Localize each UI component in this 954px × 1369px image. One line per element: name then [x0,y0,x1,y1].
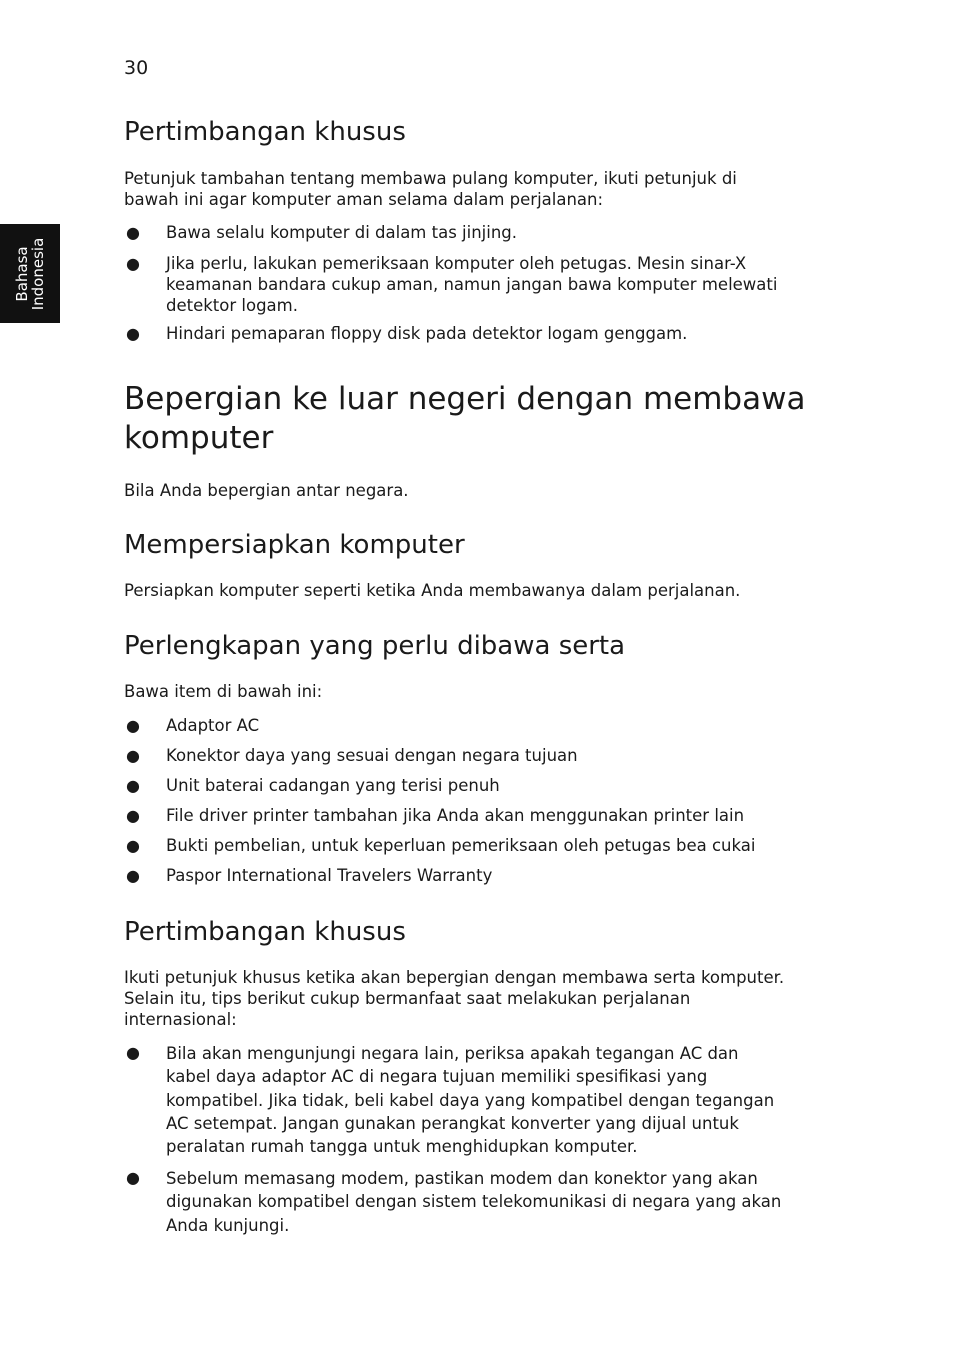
bullet-icon: ● [126,223,140,242]
language-tab-line1: Bahasa [13,246,31,302]
section-heading-special-considerations-2: Pertimbangan khusus [124,917,406,947]
section1-intro-line2: bawah ini agar komputer aman selama dalam perjalanan: [124,190,604,209]
list-item-line: peralatan rumah tangga untuk menghidupkan komputer. [166,1137,638,1157]
list-item-line: kompatibel. Jika tidak, beli kabel daya yang kompatibel dengan tegangan [166,1090,775,1110]
list-item-line: digunakan kompatibel dengan sistem telekomunikasi di negara yang akan [166,1192,782,1212]
section1-intro [124,168,814,210]
bullet-icon: ● [126,254,140,273]
section4-intro-line: internasional: [124,1010,237,1029]
list-item-text: Hindari pemaparan floppy disk pada detektor logam genggam. [166,324,688,343]
bullet-icon: ● [126,836,140,855]
section4-intro-line: Selain itu, tips berikut cukup bermanfaat saat melakukan perjalanan [124,989,691,1008]
bullet-icon: ● [126,716,140,735]
list-item-text [166,253,811,316]
list-item-line: kabel daya adaptor AC di negara tujuan memiliki spesifikasi yang [166,1067,708,1087]
section-heading-special-considerations-1: Pertimbangan khusus [124,117,406,147]
list-item-line: AC setempat. Jangan gunakan perangkat konverter yang dijual untuk [166,1113,739,1133]
list-item-text: Bukti pembelian, untuk keperluan pemeriksaan oleh petugas bea cukai [166,836,756,855]
section3-intro: Bawa item di bawah ini: [124,682,323,701]
section1-intro-line1: Petunjuk tambahan tentang membawa pulang komputer, ikuti petunjuk di [124,169,737,188]
bullet-icon: ● [126,806,140,825]
chapter-title-line2: komputer [124,420,274,456]
list-item-line: detektor logam. [166,296,298,315]
list-item-text: Paspor International Travelers Warranty [166,866,493,885]
language-tab-label [14,238,46,311]
chapter-title-line1: Bepergian ke luar negeri dengan membawa [124,381,806,417]
chapter-intro: Bila Anda bepergian antar negara. [124,481,409,500]
section2-text: Persiapkan komputer seperti ketika Anda membawanya dalam perjalanan. [124,581,741,600]
chapter-title [124,380,814,458]
list-item-text [166,1042,811,1158]
bullet-icon: ● [126,324,140,343]
bullet-icon: ● [126,746,140,765]
list-item-text: Adaptor AC [166,716,260,735]
list-item-line: Jika perlu, lakukan pemeriksaan komputer oleh petugas. Mesin sinar-X [166,254,747,273]
section4-intro-line: Ikuti petunjuk khusus ketika akan bepergian dengan membawa serta komputer. [124,968,785,987]
section-heading-what-to-bring: Perlengkapan yang perlu dibawa serta [124,631,626,661]
list-item-text: Konektor daya yang sesuai dengan negara tujuan [166,746,578,765]
bullet-icon: ● [126,1043,140,1062]
list-item-text: Unit baterai cadangan yang terisi penuh [166,776,500,795]
list-item-line: Anda kunjungi. [166,1215,290,1235]
list-item-line: Sebelum memasang modem, pastikan modem dan konektor yang akan [166,1169,758,1188]
list-item-text: File driver printer tambahan jika Anda akan menggunakan printer lain [166,806,745,825]
language-tab-line2: Indonesia [29,237,47,311]
bullet-icon: ● [126,866,140,885]
list-item-text [166,1167,811,1237]
list-item-line: Bila akan mengunjungi negara lain, periksa apakah tegangan AC dan [166,1044,739,1063]
section4-intro [124,967,814,1030]
language-side-tab [0,224,60,323]
list-item-text: Bawa selalu komputer di dalam tas jinjing. [166,223,518,242]
section-heading-prepare-computer: Mempersiapkan komputer [124,530,465,560]
page-number: 30 [124,57,149,79]
bullet-icon: ● [126,1168,140,1187]
bullet-icon: ● [126,776,140,795]
list-item-line: keamanan bandara cukup aman, namun jangan bawa komputer melewati [166,275,778,294]
